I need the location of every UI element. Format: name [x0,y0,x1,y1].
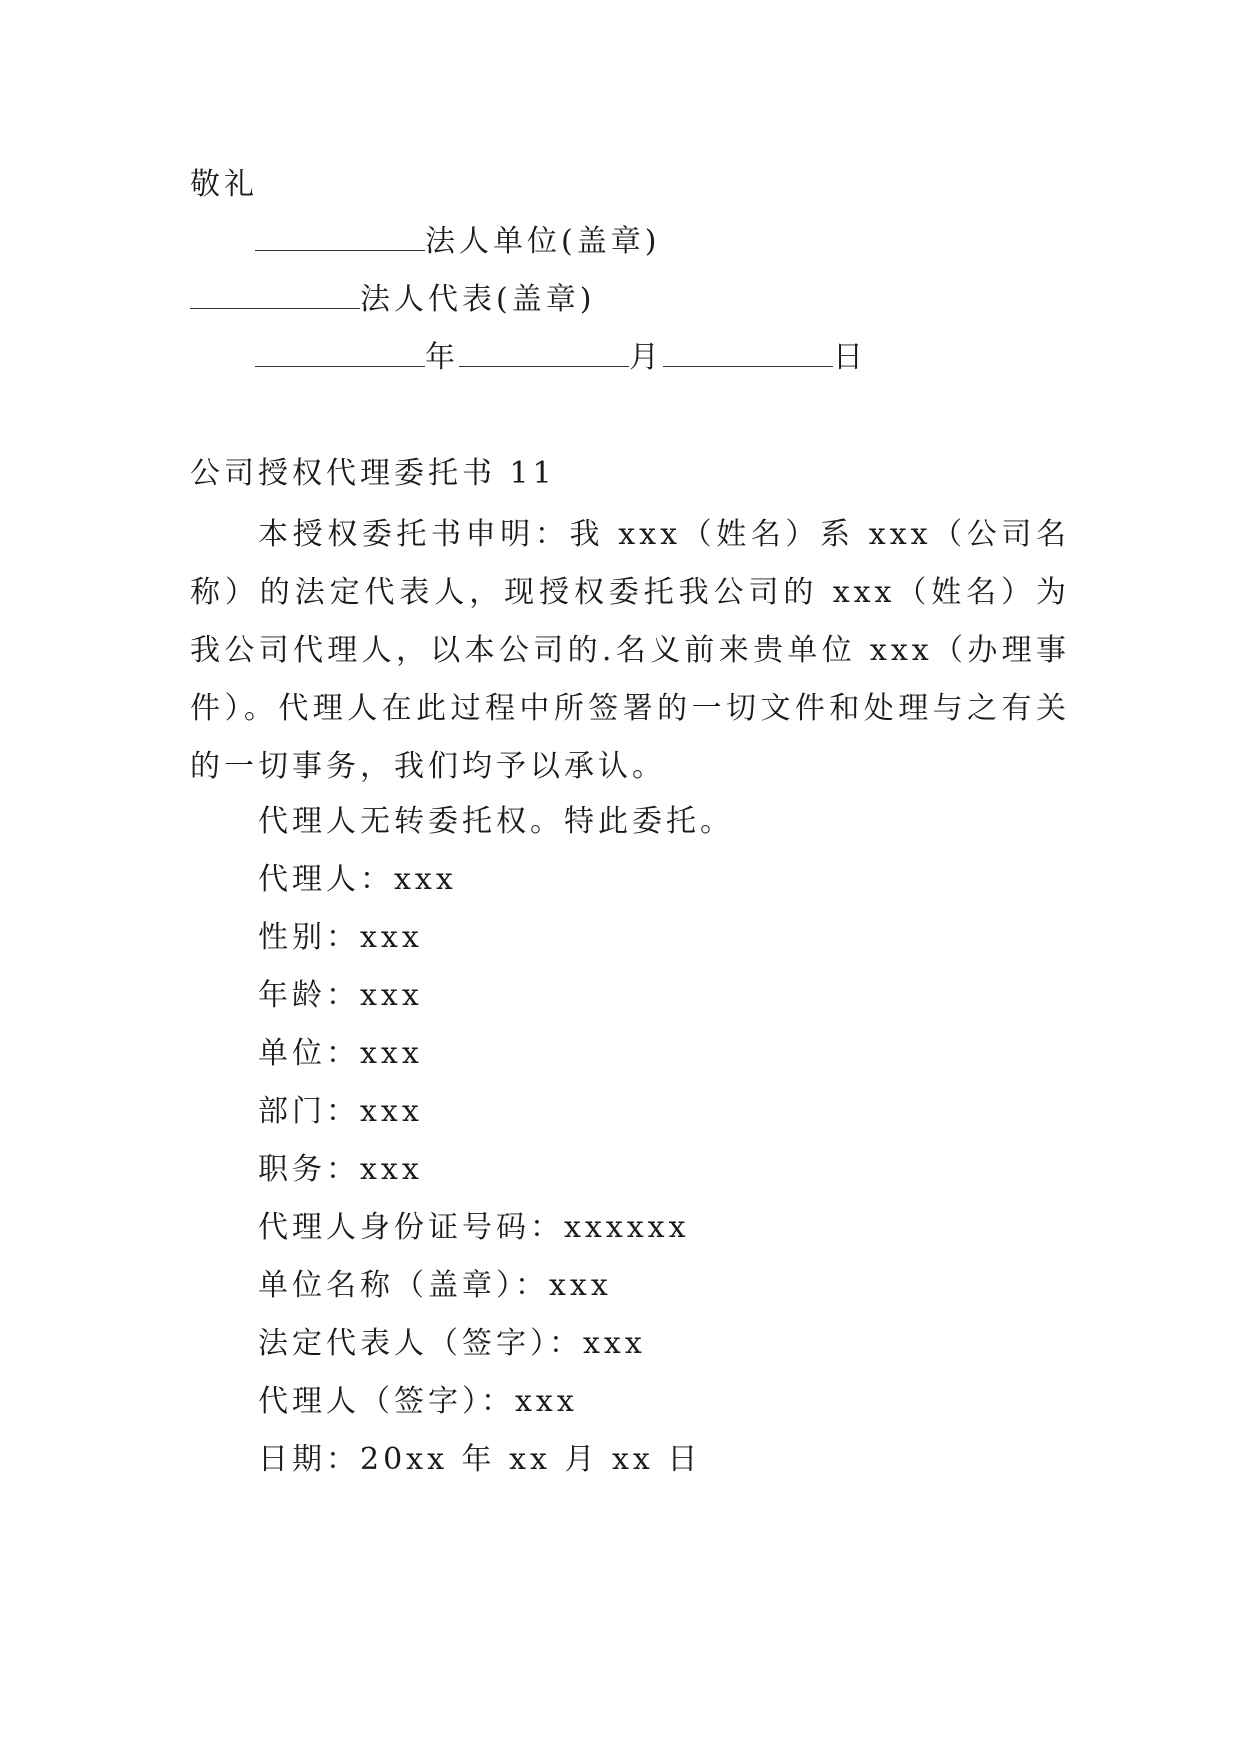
year-blank [255,340,425,367]
blank-line [190,282,360,309]
legal-rep-label: 法人代表(盖章) [360,282,596,317]
date-line [255,338,867,378]
month-label: 月 [629,340,663,375]
field-unit-name-seal: 单位名称（盖章）：xxx [258,1268,612,1303]
field-agent-signature: 代理人（签字）：xxx [258,1384,578,1419]
legal-rep-signature-line [190,280,595,320]
field-date: 日期：20xx 年 xx 月 xx 日 [258,1442,702,1477]
year-label: 年 [425,340,459,375]
field-position: 职务：xxx [258,1152,423,1187]
field-agent-id-number: 代理人身份证号码：xxxxxx [258,1210,690,1245]
closing-regards: 敬礼 [190,167,258,202]
legal-unit-label: 法人单位(盖章) [425,224,661,259]
day-label: 日 [833,340,867,375]
field-gender: 性别：xxx [258,920,423,955]
field-age: 年龄：xxx [258,978,423,1013]
blank-line [255,224,425,251]
field-department: 部门：xxx [258,1094,423,1129]
letter-title: 公司授权代理委托书 11 [190,456,556,491]
letter-body-paragraph: 本授权委托书申明：我 xxx（姓名）系 xxx（公司名称）的法定代表人，现授权委托我公司的 xxx（姓名）为我公司代理人，以本公司的.名义前来贵单位 xxx（办理事件）。代理人在此过程中所签署的一切文件和处理与之有关的一切事务，我们均予以承认。 [190,517,1070,784]
field-unit: 单位：xxx [258,1036,423,1071]
no-transfer-statement: 代理人无转委托权。特此委托。 [258,804,734,839]
field-agent: 代理人：xxx [258,862,457,897]
day-blank [663,340,833,367]
month-blank [459,340,629,367]
field-legal-rep-signature: 法定代表人（签字）：xxx [258,1326,646,1361]
legal-unit-signature-line [255,222,660,262]
